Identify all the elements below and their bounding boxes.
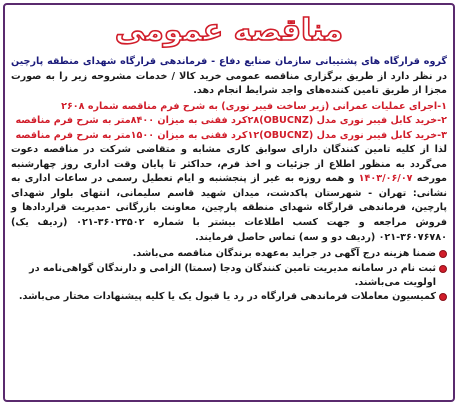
- organization-name: گروه قرارگاه های پشتیبانی سازمان صنایع دفاع - فرماندهی قرارگاه شهدای منطقه پارچین: [11, 56, 447, 67]
- bullet-icon: [439, 265, 447, 273]
- intro-paragraph: [11, 55, 447, 99]
- tender-item-1: ۱-اجرای عملیات عمرانی (زیر ساخت فیبر نوری) به شرح فرم مناقصه شماره ۲۶۰۸: [61, 100, 447, 112]
- tender-item-2: ۲-خرید کابل فیبر نوری مدل (OBUCNZ)۲۸کرد فقنی به میزان ۸۴۰۰متر به شرح فرم مناقصه: [15, 115, 447, 127]
- body-text-1: لذا از کلیه تامین کنندگان دارای سوابق کاری مشابه و متقاضی شرکت در مناقصه دعوت می‌گردد به منظور اطلاع از جزئیات و اخذ فرم، حداکثر تا پایان وقت اداری روز چهارشنبه مورخه: [11, 144, 447, 185]
- tender-items-list: [11, 100, 447, 143]
- bullet-icon: [439, 293, 447, 301]
- note-text: ثبت نام در سامانه مدیریت تامین کنندگان ودجا (سمتا) الزامی و دارندگان گواهی‌نامه در اولویت می‌باشند.: [29, 262, 436, 288]
- note-item: [11, 290, 447, 304]
- intro-text: در نظر دارد از طریق برگزاری مناقصه عمومی خرید کالا / خدمات مشروحه زیر را به صورت مجزا از طریق تامین کنندەهای واجد شرایط انجام دهد.: [11, 70, 447, 97]
- title-block: [11, 9, 447, 55]
- bullet-icon: [439, 250, 447, 258]
- deadline-date: ۱۴۰۳/۰۶/۰۷: [358, 173, 413, 185]
- body-text-2: و همه روزه به غیر از پنجشنبه و ایام تعطیل رسمی در ساعات اداری به نشانی: تهران - شهرستان پاکدشت، میدان شهید قاسم سلیمانی، انتهای بلوار شهدای پارچین، فرماندهی قرارگاه شهدای منطقه پارچین، معاونت بازرگانی -مدیریت قراردادها و فروش مراجعه و جهت کسب اطلاعات بیشتر با شماره ۳۶۰۲۳۵۰۲-۰۲۱ (ردیف یک) ۳۶۰۷۶۷۸۰-۰۲۱ (ردیف دو و سه) تماس حاصل فرمایند.: [11, 173, 447, 243]
- note-text: کمیسیون معاملات فرماندهی قرارگاه در رد یا قبول یک یا کلیه پیشنهادات مختار می‌باشد.: [18, 291, 436, 303]
- note-item: [11, 262, 447, 291]
- note-item: [11, 247, 447, 261]
- ad-title: مناقصه عمومی: [114, 13, 344, 48]
- notes-list: [11, 247, 447, 305]
- tender-advertisement: [3, 3, 455, 402]
- body-paragraph: [11, 143, 447, 245]
- note-text: ضمنا هزینه درج آگهی در جراید به‌عهده برندگان مناقصه می‌باشد.: [132, 248, 436, 260]
- tender-item-3: ۳-خرید کابل فیبر نوری مدل (OBUCNZ)۱۲کرد فقنی به میزان ۱۵۰۰متر به شرح فرم مناقصه: [15, 129, 447, 141]
